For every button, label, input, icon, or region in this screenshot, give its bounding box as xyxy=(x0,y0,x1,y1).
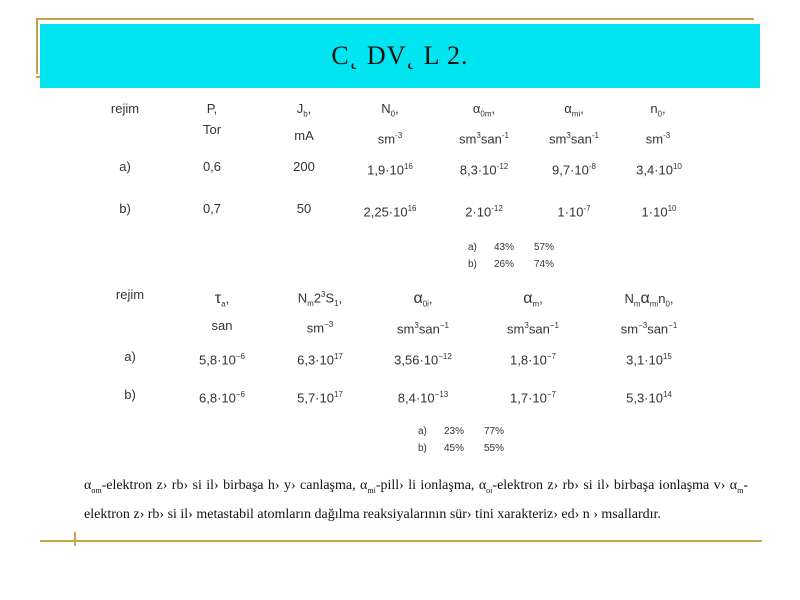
table1-row-b-p: 0,7 xyxy=(202,201,222,216)
decorative-top-line xyxy=(36,18,754,20)
page-title: C˛ DV˛ L 2. xyxy=(331,41,469,70)
table1-row-a-n0: $1,9\cdot 10^{16}$ xyxy=(367,162,413,178)
table2-row-a-alpham: $1,8\cdot 10^{-7}$ xyxy=(510,352,556,368)
table1-header-n0-small: $n_0$, $sm^{-3}$ xyxy=(645,101,671,146)
table2-percent-b: b) 45% 55% xyxy=(418,443,505,454)
table2-header-alpham: $\alpha_m$, $sm^3san^{-1}$ xyxy=(507,290,559,336)
table1-row-b-jb: 50 xyxy=(296,201,312,216)
table2-row-a-tau: $5,8\cdot 10^{-6}$ xyxy=(199,352,245,368)
table1-row-b-alpha0m: $2\cdot 10^{-12}$ xyxy=(465,204,503,220)
table2-row-a-alpha0i: $3,56\cdot 10^{-12}$ xyxy=(394,352,452,368)
table1-percent-b: b) 26% 74% xyxy=(468,259,555,270)
table1-row-a-alpha0m: $8,3\cdot 10^{-12}$ xyxy=(459,162,509,178)
table2-row-b-label: b) xyxy=(124,387,136,402)
table2-percent-a: a) 23% 77% xyxy=(418,426,505,437)
table1-row-a-p: 0,6 xyxy=(202,159,222,174)
table1-row-b-n0: $2,25\cdot 10^{16}$ xyxy=(363,204,417,220)
table2-header-alpha0i: $\alpha_{0i}$, $sm^3san^{-1}$ xyxy=(397,290,449,336)
table2-row-a-nm: $6,3\cdot 10^{17}$ xyxy=(297,352,343,368)
table1-header-alphami: $\alpha_{mi}$, $sm^3san^{-1}$ xyxy=(549,101,599,146)
table1-header-jb: $J_b$, mA xyxy=(294,101,314,143)
table2-header-rejim: rejim xyxy=(115,287,145,302)
caption-text: $\alpha_{om}$-elektron z› rb› si il› birbaşa h› y› canlaşma, $\alpha_{mi}-pill›$ li ionlaşma, $\alpha_{oi}$-elektron z› rb› si il› birbaşa ionlaşma v› $\alpha_m$-elektron z› rb› si il› metastabil atomların dağılma reaksiyalarının sür› tini xarakteriz› ed› n › msallardır. xyxy=(84,478,748,522)
table1-row-a-alphami: $9,7\cdot 10^{-8}$ xyxy=(552,162,596,178)
table2-row-a-nmalpha: $3,1\cdot 10^{15}$ xyxy=(626,352,672,368)
table1-header-p: P, Tor xyxy=(202,101,222,137)
title-bar xyxy=(40,24,760,88)
table2-header-nmalpha: $N_m\alpha_{mi}n_0$, $sm^{-3}san^{-1}$ xyxy=(620,290,678,336)
table2-row-a-label: a) xyxy=(124,349,136,364)
decorative-bottom-tick xyxy=(74,532,76,546)
table1-row-b-label: b) xyxy=(119,201,131,216)
decorative-left-line xyxy=(36,18,38,74)
table1-row-a-label: a) xyxy=(119,159,131,174)
table2-row-b-nmalpha: $5,3\cdot 10^{14}$ xyxy=(626,390,672,406)
table1-header-n0: $N_0$, $sm^{-3}$ xyxy=(377,101,403,146)
decorative-bottom-line xyxy=(40,540,762,542)
table2-row-b-tau: $6,8\cdot 10^{-6}$ xyxy=(199,390,245,406)
table2-header-tau: $\tau_a$, san xyxy=(211,290,233,333)
table2-row-b-alpha0i: $8,4\cdot 10^{-13}$ xyxy=(397,390,449,406)
table2-row-b-nm: $5,7\cdot 10^{17}$ xyxy=(297,390,343,406)
table1-row-b-n0: $1\cdot 10^{10}$ xyxy=(641,204,677,220)
table2-header-nm: $N_m2^3S_1$, $sm^{-3}$ xyxy=(297,290,343,336)
table1-row-b-alphami: $1\cdot 10^{-7}$ xyxy=(557,204,591,220)
table1-header-alpha0m: $\alpha_{0m}$, $sm^3san^{-1}$ xyxy=(459,101,509,146)
table1-row-a-n0: $3,4\cdot 10^{10}$ xyxy=(636,162,682,178)
table1-percent-a: a) 43% 57% xyxy=(468,242,555,253)
table1-header-rejim: rejim xyxy=(110,101,140,116)
table2-row-b-alpham: $1,7\cdot 10^{-7}$ xyxy=(510,390,556,406)
table1-row-a-jb: 200 xyxy=(293,159,315,174)
